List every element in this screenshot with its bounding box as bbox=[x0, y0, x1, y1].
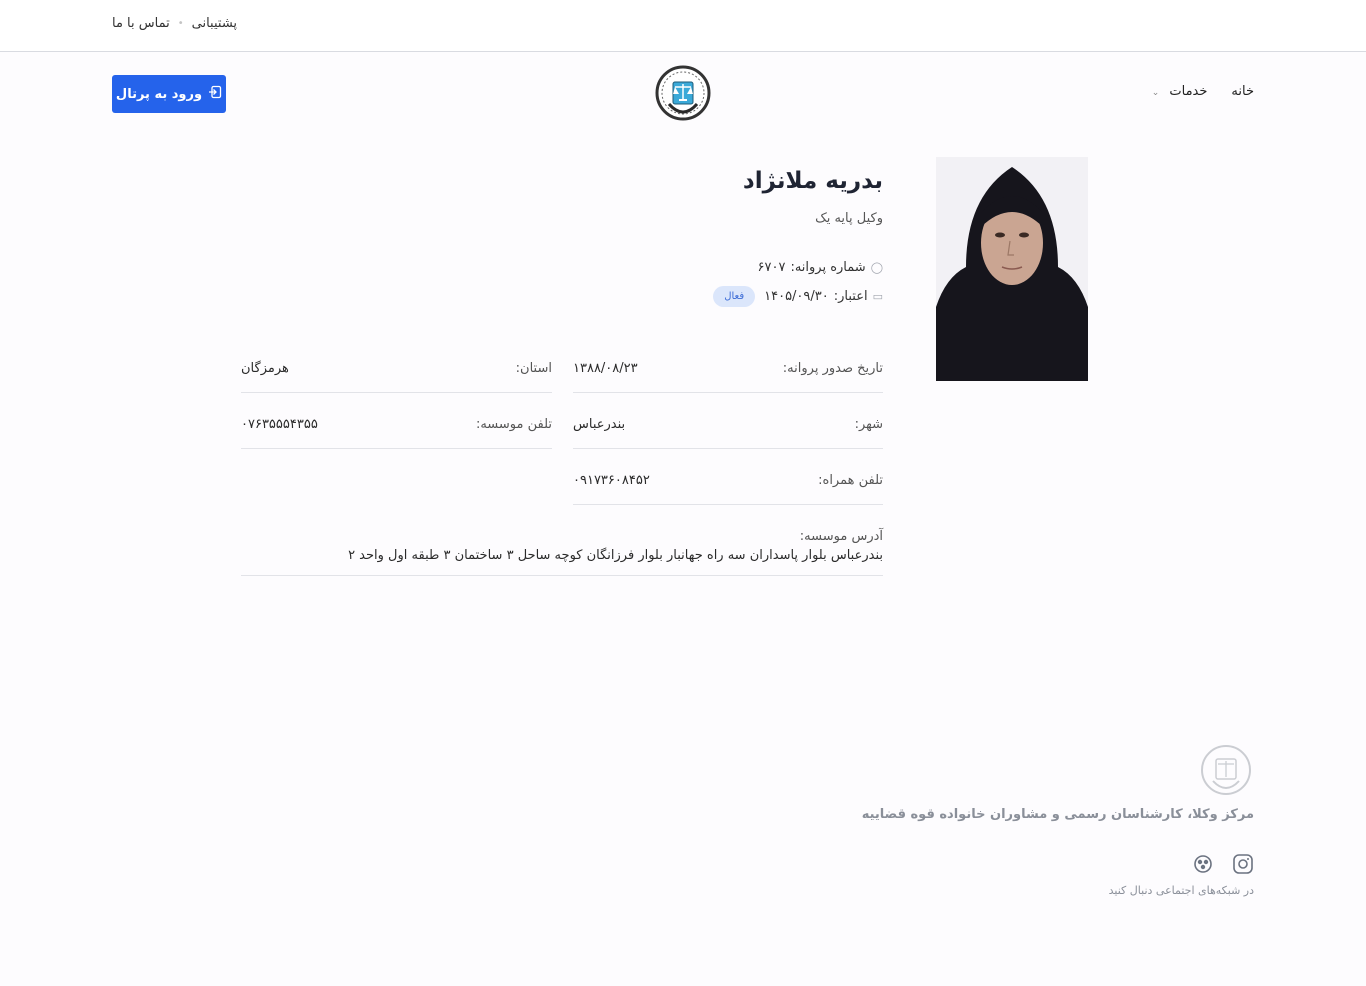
institute-phone-field bbox=[241, 417, 552, 449]
province-label: استان: bbox=[515, 361, 552, 376]
footer-logo bbox=[1199, 743, 1253, 797]
separator-dot: • bbox=[177, 18, 184, 29]
issue-date-value: ۱۳۸۸/۰۸/۲۳ bbox=[573, 361, 638, 376]
contact-link[interactable]: تماس با ما bbox=[112, 16, 170, 31]
province-value: هرمزگان bbox=[241, 361, 289, 376]
license-label: شماره پروانه: bbox=[790, 260, 866, 275]
institute-phone-value: ۰۷۶۳۵۵۵۴۳۵۵ bbox=[241, 417, 318, 432]
chevron-down-icon: ⌄ bbox=[1151, 88, 1160, 98]
address-label: آدرس موسسه: bbox=[799, 529, 883, 544]
nav-item-home[interactable]: خانه bbox=[1231, 84, 1254, 99]
top-links bbox=[112, 16, 237, 31]
status-badge: فعال bbox=[713, 286, 755, 307]
city-field bbox=[573, 417, 883, 449]
nav-item-services[interactable] bbox=[1152, 84, 1208, 99]
lawyer-photo bbox=[936, 157, 1088, 381]
mobile-label: تلفن همراه: bbox=[818, 473, 883, 488]
lawyer-name: بدریه ملانژاد bbox=[742, 168, 883, 194]
instagram-icon[interactable] bbox=[1232, 853, 1254, 875]
mobile-value: ۰۹۱۷۳۶۰۸۴۵۲ bbox=[573, 473, 650, 488]
portal-login-button[interactable] bbox=[112, 75, 226, 113]
footer-title: مرکز وکلا، کارشناسان رسمی و مشاوران خانواده قوه قضاییه bbox=[861, 807, 1254, 822]
validity-row bbox=[713, 286, 883, 307]
mobile-field bbox=[573, 473, 883, 505]
issue-date-label: تاریخ صدور پروانه: bbox=[782, 361, 883, 376]
login-icon bbox=[208, 85, 222, 103]
license-row bbox=[758, 260, 884, 275]
social-links bbox=[1192, 853, 1254, 875]
address-field bbox=[241, 529, 883, 576]
main-nav bbox=[1152, 84, 1254, 99]
check-circle-icon: ◯ bbox=[870, 261, 883, 274]
address-value: بندرعباس بلوار پاسداران سه راه جهانبار بلوار فرزانگان کوچه ساحل ۳ ساختمان ۳ طبقه اول واحد ۲ bbox=[348, 548, 883, 563]
lawyer-role: وکیل پایه یک bbox=[815, 211, 883, 226]
validity-label: اعتبار: bbox=[833, 289, 868, 304]
nav-item-services-label: خدمات bbox=[1169, 84, 1208, 99]
province-field bbox=[241, 361, 552, 393]
city-value: بندرعباس bbox=[573, 417, 626, 432]
main-header bbox=[0, 52, 1366, 136]
validity-value: ۱۴۰۵/۰۹/۳۰ bbox=[764, 289, 829, 304]
web-icon[interactable] bbox=[1192, 853, 1214, 875]
issue-date-field bbox=[573, 361, 883, 393]
calendar-icon: ▭ bbox=[872, 290, 883, 303]
support-link[interactable]: پشتیبانی bbox=[191, 16, 238, 31]
top-bar bbox=[0, 0, 1366, 52]
login-label: ورود به پرتال bbox=[115, 86, 203, 102]
city-label: شهر: bbox=[854, 417, 883, 432]
judiciary-logo[interactable] bbox=[654, 64, 712, 124]
institute-phone-label: تلفن موسسه: bbox=[475, 417, 552, 432]
license-value: ۶۷۰۷ bbox=[757, 260, 786, 275]
follow-text: در شبکه‌های اجتماعی دنبال کنید bbox=[1108, 884, 1254, 897]
